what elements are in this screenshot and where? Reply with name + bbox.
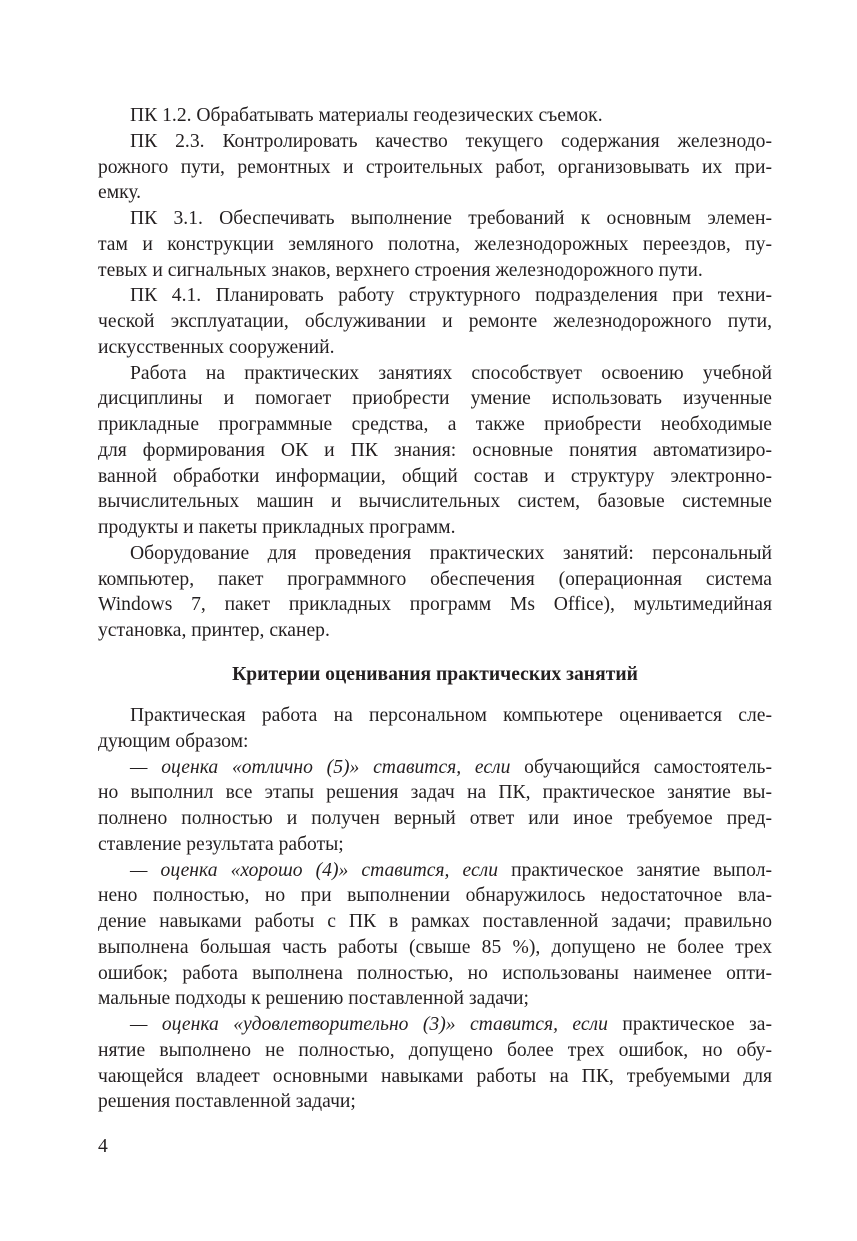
line-text: искусственных сооружений.: [98, 336, 335, 358]
line-text: дисциплины и помогает приобрести умение использовать изученные: [98, 388, 772, 410]
line-text: практическое за-: [607, 1014, 772, 1035]
line-text: емку.: [98, 182, 142, 204]
line-text: Работа на практических занятиях способствует освоению учебной: [130, 362, 772, 384]
line-text: Windows 7, пакет прикладных программ Ms Office), мультимедийная: [98, 594, 772, 616]
text-line: [98, 858, 772, 884]
line-text: дующим образом:: [98, 730, 249, 752]
paragraph: [98, 703, 772, 755]
line-text: ПК 3.1. Обеспечивать выполнение требований к основным элемен-: [130, 208, 772, 229]
text-line: [98, 129, 772, 155]
line-text: нено полностью, но при выполнении обнаружилось недостаточное вла-: [98, 885, 772, 907]
line-text: Практическая работа на персональном компьютере оценивается сле-: [130, 705, 772, 726]
line-text: вычислительных машин и вычислительных систем, базовые системные: [98, 491, 772, 513]
paragraph: [98, 755, 772, 858]
section-heading: Критерии оценивания практических занятий: [232, 664, 638, 685]
line-text: полнено полностью и получен верный ответ или иное требуемое пред-: [98, 808, 772, 829]
line-text: практическое занятие выпол-: [498, 859, 772, 881]
text-line: [98, 541, 772, 567]
paragraph: [98, 206, 772, 283]
line-text: компьютер, пакет программного обеспечения (операционная система: [98, 568, 772, 590]
text-line: [98, 206, 772, 232]
line-text: выполнена большая часть работы (свыше 85 %), допущено не более трех: [98, 936, 772, 958]
text-line: [98, 155, 772, 181]
text-line: [98, 335, 772, 361]
text-line: [98, 729, 772, 755]
line-text: но выполнил все этапы решения задач на ПК, практическое занятие вы-: [98, 782, 772, 804]
text-line: [98, 961, 772, 987]
line-text: ПК 4.1. Планировать работу структурного подразделения при техни-: [130, 285, 772, 307]
text-line: [98, 386, 772, 412]
line-text: установка, принтер, сканер.: [98, 620, 330, 641]
line-text: нятие выполнено не полностью, допущено более трех ошибок, но обу-: [98, 1039, 772, 1061]
text-line: [98, 883, 772, 909]
text-line: [98, 361, 772, 387]
line-text: прикладные программные средства, а также приобрести необходимые: [98, 414, 772, 435]
line-text: тевых и сигнальных знаков, верхнего строения железнодорожного пути.: [98, 259, 703, 281]
text-line: [98, 515, 772, 541]
line-text: дение навыками работы с ПК в рамках поставленной задачи; правильно: [98, 911, 772, 932]
line-text: ставление результата работы;: [98, 833, 344, 855]
line-text: решения поставленной задачи;: [98, 1091, 356, 1113]
text-line: [98, 592, 772, 618]
paragraph: [98, 283, 772, 360]
text-line: [98, 464, 772, 490]
text-line: [98, 1064, 772, 1090]
line-text: рожного пути, ремонтных и строительных работ, организовывать их при-: [98, 156, 772, 178]
line-text: там и конструкции земляного полотна, железнодорожных переездов, пу-: [98, 233, 772, 255]
text-line: [98, 258, 772, 284]
grade-criterion-lead: — оценка «хорошо (4)» ставится, если: [130, 859, 499, 881]
text-line: [98, 832, 772, 858]
grade-criterion-lead: — оценка «отлично (5)» ставится, если: [130, 756, 511, 778]
text-line: [98, 1089, 772, 1115]
paragraph: [98, 1012, 772, 1115]
text-line: [98, 438, 772, 464]
line-text: чающейся владеет основными навыками работы на ПК, требуемыми для: [98, 1065, 772, 1087]
paragraph: [98, 129, 772, 206]
text-line: [98, 1012, 772, 1038]
line-text: ПК 1.2. Обрабатывать материалы геодезических съемок.: [130, 105, 603, 126]
line-text: обучающийся самостоятель-: [510, 756, 772, 778]
text-line: [98, 909, 772, 935]
text-line: [98, 180, 772, 206]
text-line: [98, 806, 772, 832]
body-text-top: [98, 103, 772, 644]
text-line: [98, 935, 772, 961]
text-line: [98, 489, 772, 515]
line-text: ПК 2.3. Контролировать качество текущего содержания железнодо-: [130, 130, 772, 152]
text-line: [98, 618, 772, 644]
line-text: Оборудование для проведения практических занятий: персональный: [130, 542, 772, 564]
paragraph: [98, 103, 772, 129]
paragraph: [98, 858, 772, 1013]
line-text: ошибок; работа выполнена полностью, но использованы наименее опти-: [98, 962, 772, 984]
body-text-criteria: [98, 703, 772, 1115]
text-line: [98, 780, 772, 806]
text-line: [98, 703, 772, 729]
text-line: [98, 283, 772, 309]
line-text: ческой эксплуатации, обслуживании и ремонте железнодорожного пути,: [98, 311, 772, 332]
text-line: [98, 755, 772, 781]
line-text: ванной обработки информации, общий состав и структуру электронно-: [98, 465, 772, 487]
page-number: 4: [98, 1136, 108, 1157]
paragraph: [98, 541, 772, 644]
text-line: [98, 103, 772, 129]
line-text: продукты и пакеты прикладных программ.: [98, 517, 456, 538]
text-line: [98, 567, 772, 593]
line-text: мальные подходы к решению поставленной задачи;: [98, 988, 529, 1010]
grade-criterion-lead: — оценка «удовлетворительно (3)» ставится, если: [130, 1014, 608, 1035]
text-line: [98, 986, 772, 1012]
line-text: для формирования ОК и ПК знания: основные понятия автоматизиро-: [98, 439, 772, 461]
text-line: [98, 1038, 772, 1064]
text-line: [98, 232, 772, 258]
paragraph: [98, 361, 772, 541]
text-line: [98, 412, 772, 438]
text-line: [98, 309, 772, 335]
